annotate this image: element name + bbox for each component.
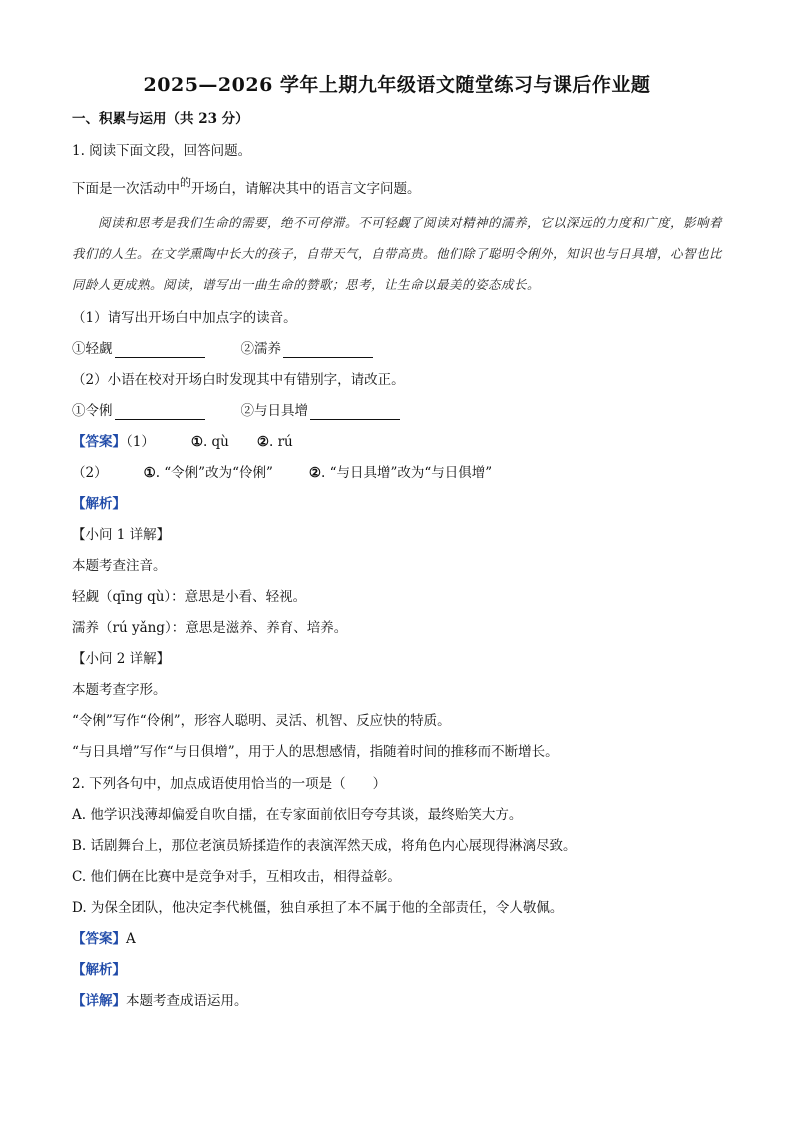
circled-number: ① bbox=[190, 434, 203, 450]
sub-question-2-blanks bbox=[72, 402, 400, 420]
circled-number: ① bbox=[143, 465, 156, 481]
answer-line-q2 bbox=[72, 930, 136, 948]
answer-blank bbox=[310, 405, 400, 420]
reading-passage: 阅读和思考是我们生命的需要，绝不可停滞。不可轻觑了阅读对精神的濡养，它以深远的力度和广度，影响着我们的人生。在文学熏陶中长大的孩子，自带天气，自带高贵。他们除了聪明令俐外，知识也与日具增，心智也比同龄人更成熟。阅读，谱写出一曲生命的赞歌；思考，让生命以最美的姿态成长。 bbox=[72, 215, 723, 292]
sub-question-1: （1）请写出开场白中加点字的读音。 bbox=[72, 310, 297, 326]
answer-text: . “与日具增”改为“与日俱增” bbox=[321, 465, 493, 481]
intro-superscript: 的 bbox=[180, 176, 191, 189]
answer-blank bbox=[115, 343, 205, 358]
page-title: 2025—2026 学年上期九年级语文随堂练习与课后作业题 bbox=[143, 74, 651, 96]
intro-text-a: 下面是一次活动中 bbox=[72, 181, 180, 197]
analysis-label: 【解析】 bbox=[72, 496, 126, 512]
detail-2-line: 本题考查字形。 bbox=[72, 682, 167, 698]
detail-2-label: 【小问 2 详解】 bbox=[72, 651, 171, 667]
circled-number: ② bbox=[256, 434, 269, 450]
option-c: C. 他们俩在比赛中是竞争对手，互相攻击，相得益彰。 bbox=[72, 869, 401, 885]
section-heading: 一、积累与运用（共 23 分） bbox=[72, 111, 249, 127]
detail-text: 本题考查成语运用。 bbox=[126, 993, 248, 1009]
blank-label-b: ②与日具增 bbox=[240, 403, 308, 419]
answer-blank bbox=[283, 343, 373, 358]
answer-line-1 bbox=[72, 433, 293, 451]
intro-text-b: 开场白，请解决其中的语言文字问题。 bbox=[191, 181, 421, 197]
detail-line-q2 bbox=[72, 992, 248, 1010]
blank-label-a: ①令俐 bbox=[72, 403, 113, 419]
answer-text: . rú bbox=[268, 434, 293, 450]
detail-1-line: 轻觑（qīng qù）：意思是小看、轻视。 bbox=[72, 589, 307, 605]
option-a: A. 他学识浅薄却偏爱自吹自擂，在专家面前依旧夸夸其谈，最终贻笑大方。 bbox=[72, 807, 523, 823]
answer-label: 【答案】 bbox=[72, 434, 126, 450]
question-1-intro bbox=[72, 176, 421, 199]
answer-label: 【答案】 bbox=[72, 931, 126, 947]
blank-label-b: ②濡养 bbox=[240, 341, 281, 357]
answer-part-prefix: （1） bbox=[126, 434, 155, 450]
detail-1-line: 本题考查注音。 bbox=[72, 558, 167, 574]
blank-label-a: ①轻觑 bbox=[72, 341, 113, 357]
option-b: B. 话剧舞台上，那位老演员矫揉造作的表演浑然天成，将角色内心展现得淋漓尽致。 bbox=[72, 838, 577, 854]
answer-blank bbox=[115, 405, 205, 420]
option-d: D. 为保全团队，他决定李代桃僵，独自承担了本不属于他的全部责任，令人敬佩。 bbox=[72, 900, 564, 916]
sub-question-2: （2）小语在校对开场白时发现其中有错别字，请改正。 bbox=[72, 372, 405, 388]
answer-line-2 bbox=[72, 464, 492, 482]
answer-text: . “令俐”改为“伶俐” bbox=[155, 465, 273, 481]
detail-2-line: “与日具增”写作“与日俱增”，用于人的思想感情，指随着时间的推移而不断增长。 bbox=[72, 744, 559, 760]
analysis-label: 【解析】 bbox=[72, 962, 126, 978]
question-2-stem: 2. 下列各句中，加点成语使用恰当的一项是（ ） bbox=[72, 776, 387, 792]
detail-2-line: “令俐”写作“伶俐”，形容人聪明、灵活、机智、反应快的特质。 bbox=[72, 713, 451, 729]
answer-text: . qù bbox=[202, 434, 229, 450]
circled-number: ② bbox=[308, 465, 322, 481]
answer-value: A bbox=[126, 931, 136, 947]
detail-1-label: 【小问 1 详解】 bbox=[72, 527, 171, 543]
detail-label: 【详解】 bbox=[72, 993, 126, 1009]
sub-question-1-blanks bbox=[72, 340, 373, 358]
detail-1-line: 濡养（rú yǎng）：意思是滋养、养育、培养。 bbox=[72, 620, 348, 636]
question-1-stem: 1. 阅读下面文段，回答问题。 bbox=[72, 143, 252, 159]
answer-part-prefix: （2） bbox=[72, 465, 108, 481]
